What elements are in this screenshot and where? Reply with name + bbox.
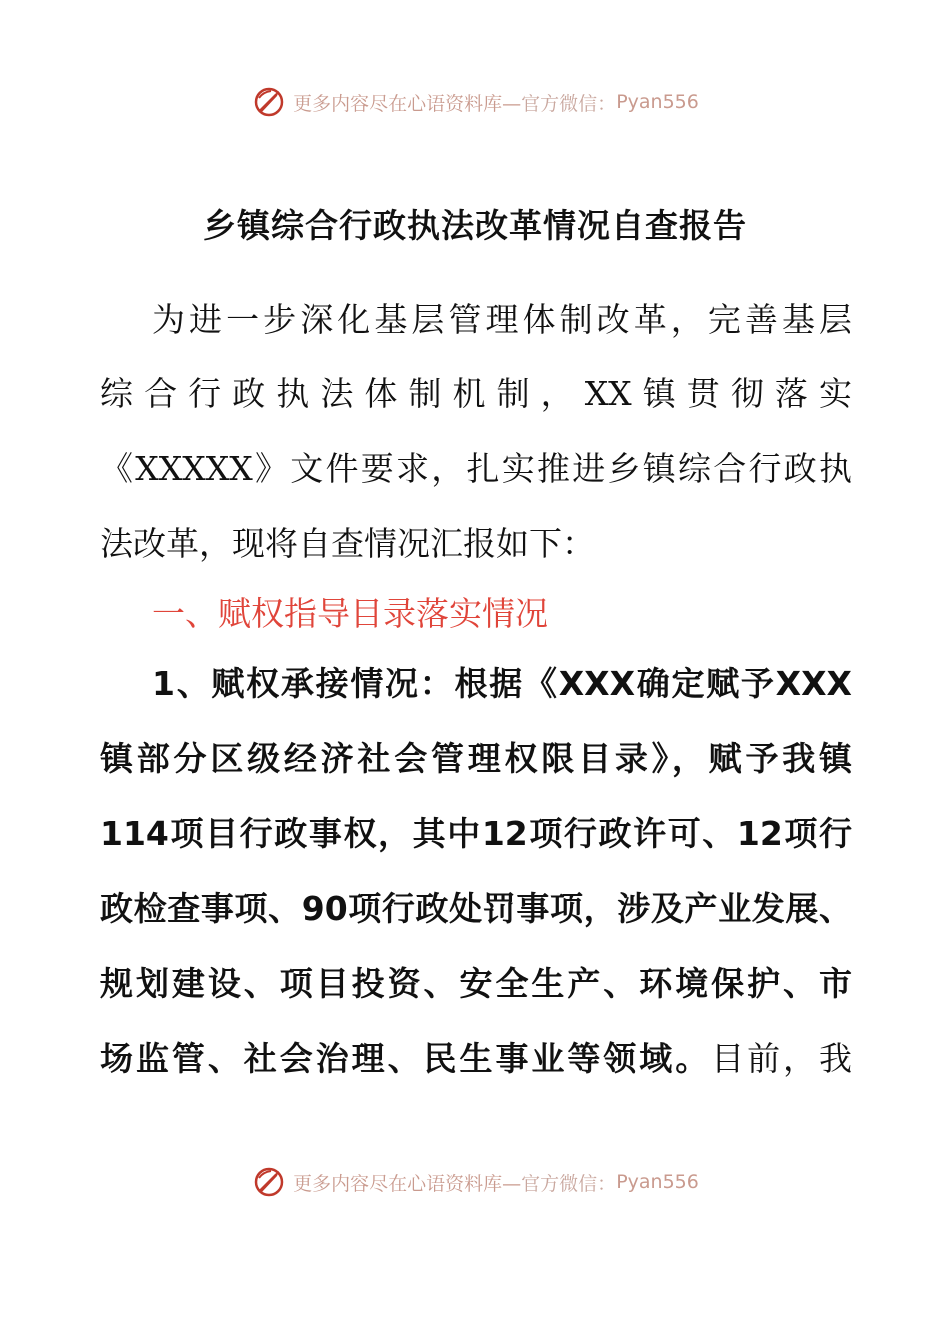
- para2-line-6-normal: 目前，我: [711, 1039, 852, 1078]
- para2-line-6-bold: 场监管、社会治理、民生事业等领域。: [100, 1039, 712, 1078]
- watermark-wechat-label: 官方微信：: [521, 92, 617, 115]
- para2-line-2: 镇部分区级经济社会管理权限目录》，赋予我镇: [100, 739, 852, 778]
- para2-line-5: 规划建设、项目投资、安全生产、环境保护、市: [100, 964, 852, 1003]
- watermark-wechat-id: Pyan556: [616, 1171, 699, 1193]
- brush-logo-icon: [251, 84, 287, 120]
- para1-line-3: 《XXXXX》文件要求，扎实推进乡镇综合行政执: [100, 449, 852, 488]
- watermark-text: 更多内容尽在心语资料库—: [293, 1172, 522, 1195]
- watermark-text: 更多内容尽在心语资料库—: [293, 92, 522, 115]
- para1-line-1: 为进一步深化基层管理体制改革，完善基层: [152, 300, 852, 339]
- brush-logo-icon: [251, 1164, 287, 1200]
- watermark-footer: [0, 1162, 950, 1202]
- watermark-wechat-label: 官方微信：: [521, 1172, 617, 1195]
- para1-line-2: 综合行政执法体制机制，XX镇贯彻落实: [100, 374, 852, 413]
- section-heading: 一、赋权指导目录落实情况: [152, 594, 548, 633]
- para2-line-3: 114项目行政事权，其中12项行政许可、12项行: [100, 814, 852, 853]
- para2-line-1: 1、赋权承接情况：根据《XXX确定赋予XXX: [152, 664, 852, 703]
- para1-line-4: 法改革，现将自查情况汇报如下：: [100, 524, 595, 563]
- document-title: 乡镇综合行政执法改革情况自查报告: [203, 206, 747, 245]
- para2-line-4: 政检查事项、90项行政处罚事项，涉及产业发展、: [100, 889, 852, 928]
- watermark-header: [0, 82, 950, 122]
- para2-line-6: [100, 1034, 852, 1084]
- watermark-wechat-id: Pyan556: [616, 91, 699, 113]
